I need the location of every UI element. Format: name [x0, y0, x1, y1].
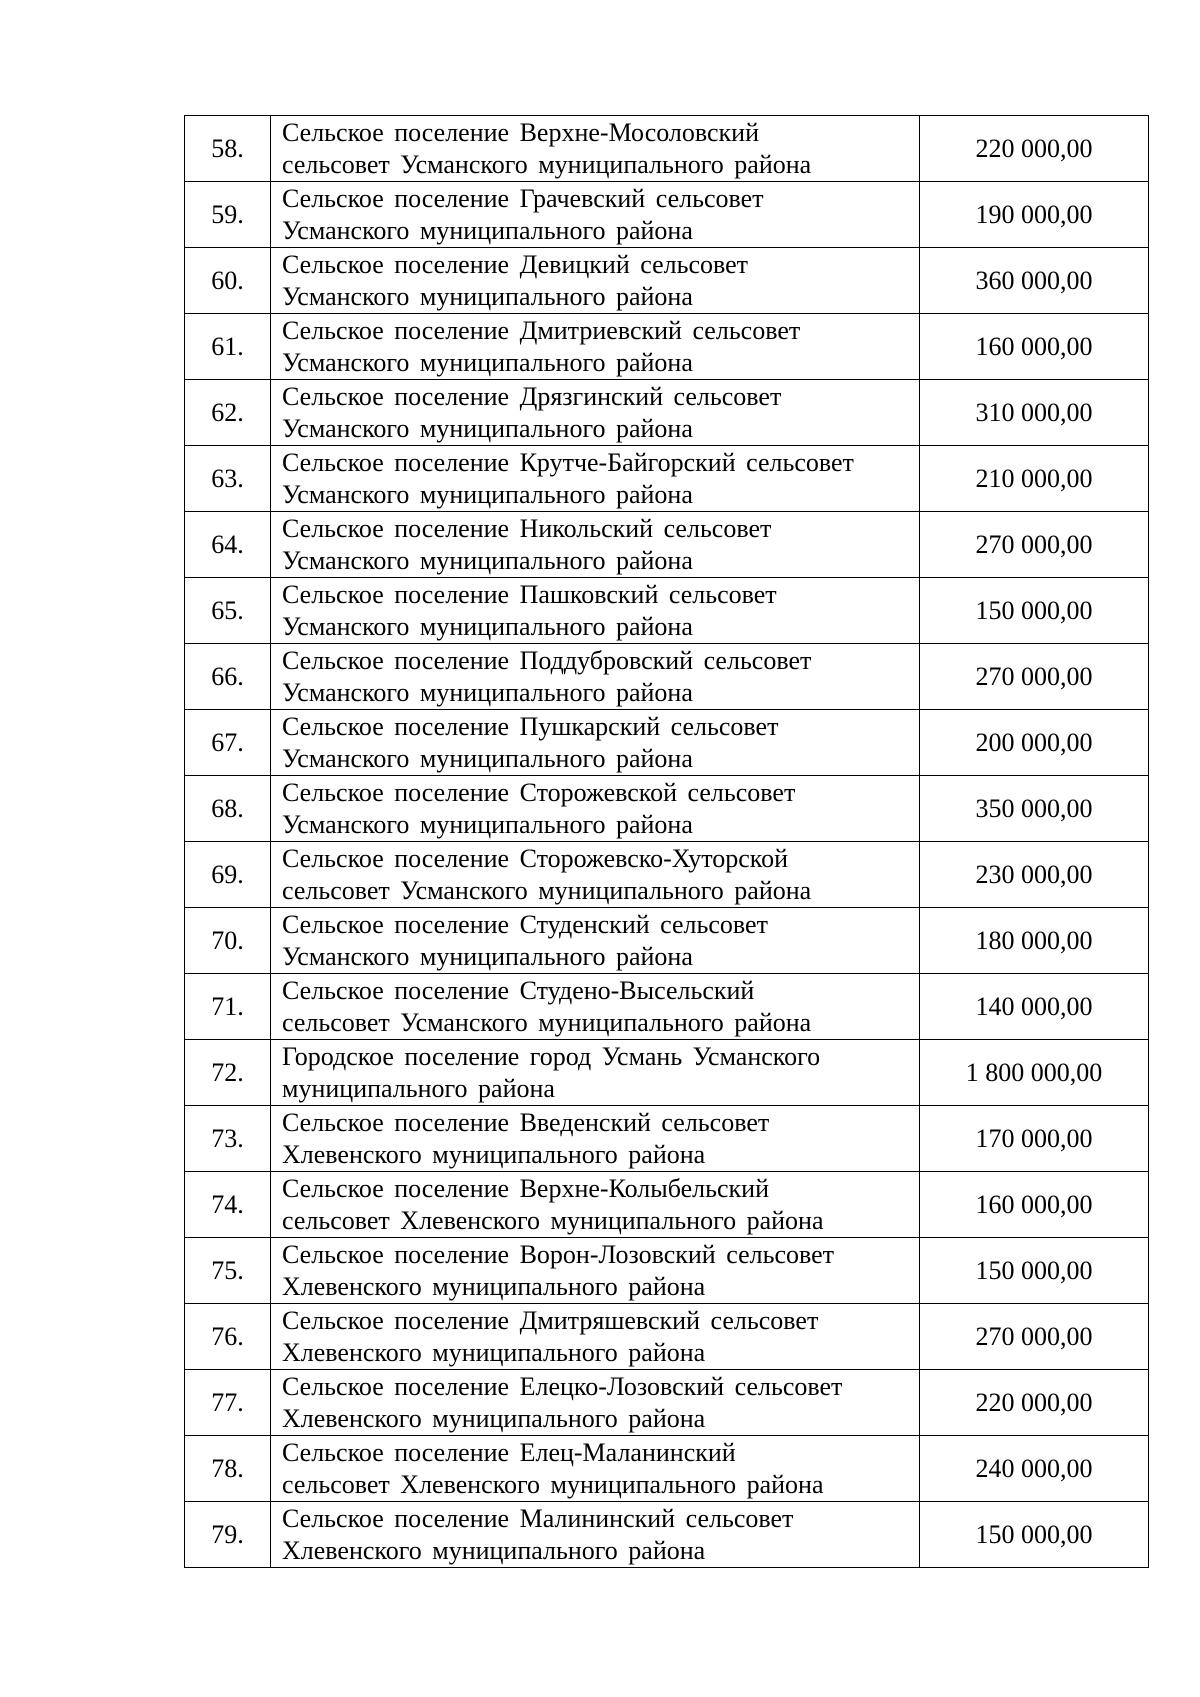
settlement-name [271, 644, 920, 710]
settlement-name-line-1: Сельское поселение Дмитриевский сельсовет [282, 315, 801, 345]
table-row [185, 1106, 1149, 1172]
settlement-name-line-1: Сельское поселение Пашковский сельсовет [282, 579, 777, 609]
settlement-name-line-2: Усманского муниципального района [282, 677, 693, 707]
table-row [185, 1436, 1149, 1502]
row-number: 74. [185, 1172, 271, 1238]
table-row [185, 974, 1149, 1040]
settlement-name-line-1: Сельское поселение Введенский сельсовет [282, 1107, 770, 1137]
settlement-name [271, 1502, 920, 1568]
allocation-amount: 160 000,00 [920, 1172, 1149, 1238]
settlement-name-line-2: Усманского муниципального района [282, 281, 693, 311]
settlement-name-line-1: Сельское поселение Дрязгинский сельсовет [282, 381, 782, 411]
settlement-name-line-2: Усманского муниципального района [282, 611, 693, 641]
settlement-name-line-1: Сельское поселение Дмитряшевский сельсовет [282, 1305, 819, 1335]
settlement-name [271, 1436, 920, 1502]
table-body [185, 116, 1149, 1568]
row-number: 58. [185, 116, 271, 182]
settlement-name [271, 710, 920, 776]
settlement-name [271, 314, 920, 380]
table-row [185, 1370, 1149, 1436]
settlement-name-line-2: муниципального района [282, 1073, 555, 1103]
row-number: 72. [185, 1040, 271, 1106]
row-number: 77. [185, 1370, 271, 1436]
settlement-name-line-1: Сельское поселение Пушкарский сельсовет [282, 711, 779, 741]
allocation-amount: 270 000,00 [920, 644, 1149, 710]
allocation-amount: 150 000,00 [920, 578, 1149, 644]
row-number: 79. [185, 1502, 271, 1568]
settlement-name [271, 446, 920, 512]
settlement-name-line-1: Сельское поселение Верхне-Колыбельский [282, 1173, 769, 1203]
table-row [185, 710, 1149, 776]
allocation-amount: 270 000,00 [920, 1304, 1149, 1370]
settlement-name-line-2: сельсовет Усманского муниципального района [282, 1007, 812, 1037]
settlement-name [271, 1370, 920, 1436]
allocation-amount: 160 000,00 [920, 314, 1149, 380]
settlement-name-line-2: Хлевенского муниципального района [282, 1139, 706, 1169]
allocation-amount: 180 000,00 [920, 908, 1149, 974]
settlement-name-line-1: Сельское поселение Елецко-Лозовский сельсовет [282, 1371, 843, 1401]
row-number: 68. [185, 776, 271, 842]
table-row [185, 1238, 1149, 1304]
allocation-amount: 360 000,00 [920, 248, 1149, 314]
settlement-name-line-1: Городское поселение город Усмань Усманского [282, 1041, 821, 1071]
table-row [185, 1304, 1149, 1370]
settlement-name [271, 1040, 920, 1106]
table-row [185, 182, 1149, 248]
settlement-name-line-1: Сельское поселение Сторожевско-Хуторской [282, 843, 789, 873]
row-number: 65. [185, 578, 271, 644]
settlement-name-line-1: Сельское поселение Ворон-Лозовский сельсовет [282, 1239, 835, 1269]
row-number: 64. [185, 512, 271, 578]
row-number: 67. [185, 710, 271, 776]
allocation-amount: 200 000,00 [920, 710, 1149, 776]
row-number: 75. [185, 1238, 271, 1304]
settlement-name-line-2: сельсовет Усманского муниципального района [282, 149, 812, 179]
allocation-amount: 310 000,00 [920, 380, 1149, 446]
settlement-name-line-1: Сельское поселение Девицкий сельсовет [282, 249, 749, 279]
settlement-name [271, 776, 920, 842]
settlement-name-line-2: сельсовет Хлевенского муниципального района [282, 1469, 824, 1499]
settlement-name-line-1: Сельское поселение Грачевский сельсовет [282, 183, 764, 213]
allocation-amount: 270 000,00 [920, 512, 1149, 578]
row-number: 66. [185, 644, 271, 710]
settlement-name-line-2: Усманского муниципального района [282, 347, 693, 377]
table-row [185, 116, 1149, 182]
allocation-amount: 150 000,00 [920, 1502, 1149, 1568]
table-row [185, 314, 1149, 380]
row-number: 60. [185, 248, 271, 314]
row-number: 63. [185, 446, 271, 512]
allocation-amount: 220 000,00 [920, 116, 1149, 182]
settlement-name-line-2: Усманского муниципального района [282, 545, 693, 575]
allocation-amount: 190 000,00 [920, 182, 1149, 248]
settlement-name-line-2: Усманского муниципального района [282, 941, 693, 971]
settlement-name-line-2: Усманского муниципального района [282, 413, 693, 443]
settlement-name-line-1: Сельское поселение Верхне-Мосоловский [282, 117, 759, 147]
table-row [185, 1172, 1149, 1238]
allocation-amount: 240 000,00 [920, 1436, 1149, 1502]
table-row [185, 842, 1149, 908]
settlement-name [271, 1172, 920, 1238]
row-number: 78. [185, 1436, 271, 1502]
row-number: 69. [185, 842, 271, 908]
settlement-name-line-1: Сельское поселение Студено-Высельский [282, 975, 755, 1005]
settlement-name-line-1: Сельское поселение Никольский сельсовет [282, 513, 772, 543]
row-number: 71. [185, 974, 271, 1040]
table-row [185, 446, 1149, 512]
table-row [185, 1040, 1149, 1106]
settlement-name [271, 116, 920, 182]
allocation-amount: 220 000,00 [920, 1370, 1149, 1436]
settlement-name-line-1: Сельское поселение Поддубровский сельсовет [282, 645, 812, 675]
allocation-amount: 150 000,00 [920, 1238, 1149, 1304]
settlement-name-line-1: Сельское поселение Крутче-Байгорский сельсовет [282, 447, 854, 477]
row-number: 61. [185, 314, 271, 380]
settlement-name-line-2: сельсовет Хлевенского муниципального района [282, 1205, 824, 1235]
settlement-name-line-2: Усманского муниципального района [282, 743, 693, 773]
settlement-name-line-2: Усманского муниципального района [282, 809, 693, 839]
row-number: 73. [185, 1106, 271, 1172]
table-row [185, 512, 1149, 578]
settlement-name [271, 1304, 920, 1370]
settlement-name-line-1: Сельское поселение Малининский сельсовет [282, 1503, 794, 1533]
settlement-name-line-1: Сельское поселение Елец-Маланинский [282, 1437, 736, 1467]
allocation-table [184, 115, 1149, 1568]
table-row [185, 1502, 1149, 1568]
settlement-name-line-2: Хлевенского муниципального района [282, 1535, 706, 1565]
settlement-name-line-2: Хлевенского муниципального района [282, 1271, 706, 1301]
settlement-name [271, 908, 920, 974]
settlement-name [271, 248, 920, 314]
allocation-amount: 140 000,00 [920, 974, 1149, 1040]
row-number: 62. [185, 380, 271, 446]
settlement-name-line-2: Усманского муниципального района [282, 215, 693, 245]
settlement-name [271, 182, 920, 248]
allocation-amount: 210 000,00 [920, 446, 1149, 512]
table-row [185, 380, 1149, 446]
settlement-name-line-2: сельсовет Усманского муниципального района [282, 875, 812, 905]
settlement-name [271, 974, 920, 1040]
table-row [185, 644, 1149, 710]
settlement-name [271, 512, 920, 578]
allocation-amount: 170 000,00 [920, 1106, 1149, 1172]
settlement-name [271, 578, 920, 644]
settlement-name-line-2: Усманского муниципального района [282, 479, 693, 509]
allocation-amount: 1 800 000,00 [920, 1040, 1149, 1106]
table-row [185, 248, 1149, 314]
settlement-name-line-2: Хлевенского муниципального района [282, 1337, 706, 1367]
row-number: 70. [185, 908, 271, 974]
allocation-amount: 230 000,00 [920, 842, 1149, 908]
table-row [185, 578, 1149, 644]
allocation-amount: 350 000,00 [920, 776, 1149, 842]
settlement-name [271, 1238, 920, 1304]
row-number: 76. [185, 1304, 271, 1370]
settlement-name-line-2: Хлевенского муниципального района [282, 1403, 706, 1433]
settlement-name [271, 380, 920, 446]
table-row [185, 776, 1149, 842]
settlement-name-line-1: Сельское поселение Студенский сельсовет [282, 909, 768, 939]
settlement-name-line-1: Сельское поселение Сторожевской сельсовет [282, 777, 796, 807]
settlement-name [271, 1106, 920, 1172]
row-number: 59. [185, 182, 271, 248]
table-row [185, 908, 1149, 974]
settlement-name [271, 842, 920, 908]
